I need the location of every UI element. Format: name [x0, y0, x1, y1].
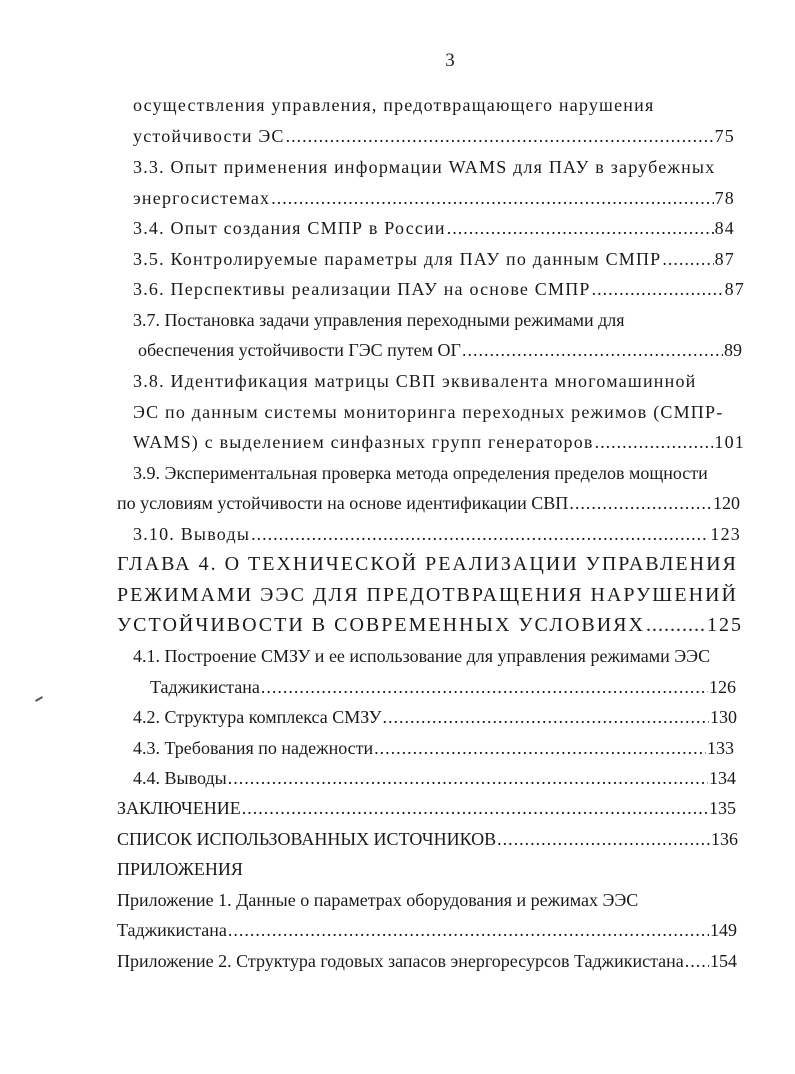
toc-line-text: обеспечения устойчивости ГЭС путем ОГ [138, 340, 461, 360]
toc-line [133, 124, 735, 148]
toc-line [133, 369, 696, 393]
toc-page-number: 87 [724, 279, 745, 299]
toc-line [133, 400, 723, 424]
leader-dots [261, 675, 708, 699]
leader-dots [286, 124, 714, 148]
toc-line-text: осуществления управления, предотвращающего нарушения [133, 95, 655, 115]
toc-line-text: WAMS) с выделением синфазных групп генераторов [133, 432, 594, 452]
toc-line-text: 3.5. Контролируемые параметры для ПАУ по данным СМПР [133, 249, 662, 269]
toc-line [133, 430, 745, 454]
leader-dots [592, 277, 724, 301]
leader-dots [374, 736, 706, 760]
toc-line [117, 857, 243, 881]
toc-chapter-line [117, 583, 738, 607]
toc-page-number: 101 [714, 432, 745, 452]
toc-line-text: 3.6. Перспективы реализации ПАУ на основе СМПР [133, 279, 591, 299]
toc-line [133, 705, 737, 729]
toc-line [133, 155, 715, 179]
toc-line-text: ПРИЛОЖЕНИЯ [117, 859, 243, 879]
toc-line [117, 888, 638, 912]
toc-page-number: 89 [724, 340, 742, 360]
leader-dots [569, 491, 712, 515]
leader-dots [595, 430, 714, 454]
toc-line-text: 3.7. Постановка задачи управления переходными режимами для [133, 310, 625, 330]
leader-dots [251, 522, 709, 546]
leader-dots [242, 796, 708, 820]
leader-dots [228, 766, 708, 790]
toc-page-number: 154 [710, 951, 737, 971]
toc-line-text: Приложение 1. Данные о параметрах оборудования и режимах ЭЭС [117, 890, 639, 910]
toc-line [138, 338, 742, 362]
toc-line-text: Приложение 2. Структура годовых запасов энергоресурсов Таджикистана [117, 951, 684, 971]
leader-dots [383, 705, 709, 729]
toc-line-text: 4.3. Требования по надежности [133, 738, 374, 758]
toc-line [133, 186, 735, 210]
toc-line [117, 827, 738, 851]
toc-line-text: 3.10. Выводы [133, 524, 251, 544]
toc-line-text: 4.2. Структура комплекса СМЗУ [133, 707, 382, 727]
toc-line-text: 3.8. Идентификация матрицы СВП эквивалента многомашинной [133, 371, 697, 391]
toc-page-number: 125 [707, 614, 743, 636]
toc-chapter-line [117, 613, 743, 637]
toc-line-text: ЭС по данным системы мониторинга переходных режимов (СМПР- [133, 402, 724, 422]
leader-dots [228, 918, 709, 942]
toc-line-text: 3.4. Опыт создания СМПР в России [133, 218, 446, 238]
toc-page-number: 136 [711, 829, 738, 849]
toc-line [133, 93, 654, 117]
toc-page-number: 84 [714, 218, 735, 238]
toc-line [133, 308, 625, 332]
toc-line-text: Таджикистана [150, 677, 260, 697]
toc-line-text: ГЛАВА 4. О ТЕХНИЧЕСКОЙ РЕАЛИЗАЦИИ УПРАВЛЕНИЯ [117, 553, 738, 575]
toc-line-text: ЗАКЛЮЧЕНИЕ [117, 798, 241, 818]
toc-page-number: 149 [710, 920, 737, 940]
toc-page-number: 120 [713, 493, 740, 513]
leader-dots [497, 827, 710, 851]
toc-page-number: 133 [707, 738, 734, 758]
toc-line [117, 949, 737, 973]
toc-page-number: 130 [710, 707, 737, 727]
toc-page-number: 87 [714, 249, 735, 269]
leader-dots [646, 613, 706, 637]
toc-line-text: СПИСОК ИСПОЛЬЗОВАННЫХ ИСТОЧНИКОВ [117, 829, 497, 849]
toc-line-text: УСТОЙЧИВОСТИ В СОВРЕМЕННЫХ УСЛОВИЯХ [117, 614, 645, 636]
toc-line [133, 216, 735, 240]
leader-dots [662, 247, 713, 271]
toc-line-text: 3.3. Опыт применения информации WAMS для ПАУ в зарубежных [133, 157, 716, 177]
leader-dots [447, 216, 714, 240]
toc-line [133, 766, 736, 790]
toc-line [117, 491, 740, 515]
toc-chapter-line [117, 552, 738, 576]
toc-line [133, 277, 745, 301]
toc-line-text: 4.1. Построение СМЗУ и ее использование для управления режимами ЭЭС [133, 646, 711, 666]
toc-page-number: 123 [710, 524, 741, 544]
toc-line-text: энергосистемах [133, 188, 271, 208]
leader-dots [685, 949, 709, 973]
toc-page-number: 134 [709, 768, 736, 788]
toc-line [150, 675, 736, 699]
toc-line-text: 4.4. Выводы [133, 768, 227, 788]
leader-dots [462, 338, 723, 362]
toc-line [133, 736, 734, 760]
toc-line-text: устойчивости ЭС [133, 126, 285, 146]
toc-line [117, 796, 736, 820]
toc-line-text: по условиям устойчивости на основе идентификации СВП [117, 493, 569, 513]
toc-line-text: 3.9. Экспериментальная проверка метода определения пределов мощности [133, 463, 708, 483]
page-number: 3 [445, 50, 455, 71]
toc-line [117, 918, 737, 942]
toc-line [133, 461, 708, 485]
toc-page-number: 135 [709, 798, 736, 818]
toc-line [133, 247, 735, 271]
toc-line [133, 644, 710, 668]
toc-page-number: 78 [714, 188, 735, 208]
toc-line-text: Таджикистана [117, 920, 227, 940]
toc-line-text: РЕЖИМАМИ ЭЭС ДЛЯ ПРЕДОТВРАЩЕНИЯ НАРУШЕНИЙ [117, 584, 738, 606]
toc-page-number: 75 [714, 126, 735, 146]
toc-page-number: 126 [709, 677, 736, 697]
leader-dots [271, 186, 713, 210]
toc-line [133, 522, 741, 546]
